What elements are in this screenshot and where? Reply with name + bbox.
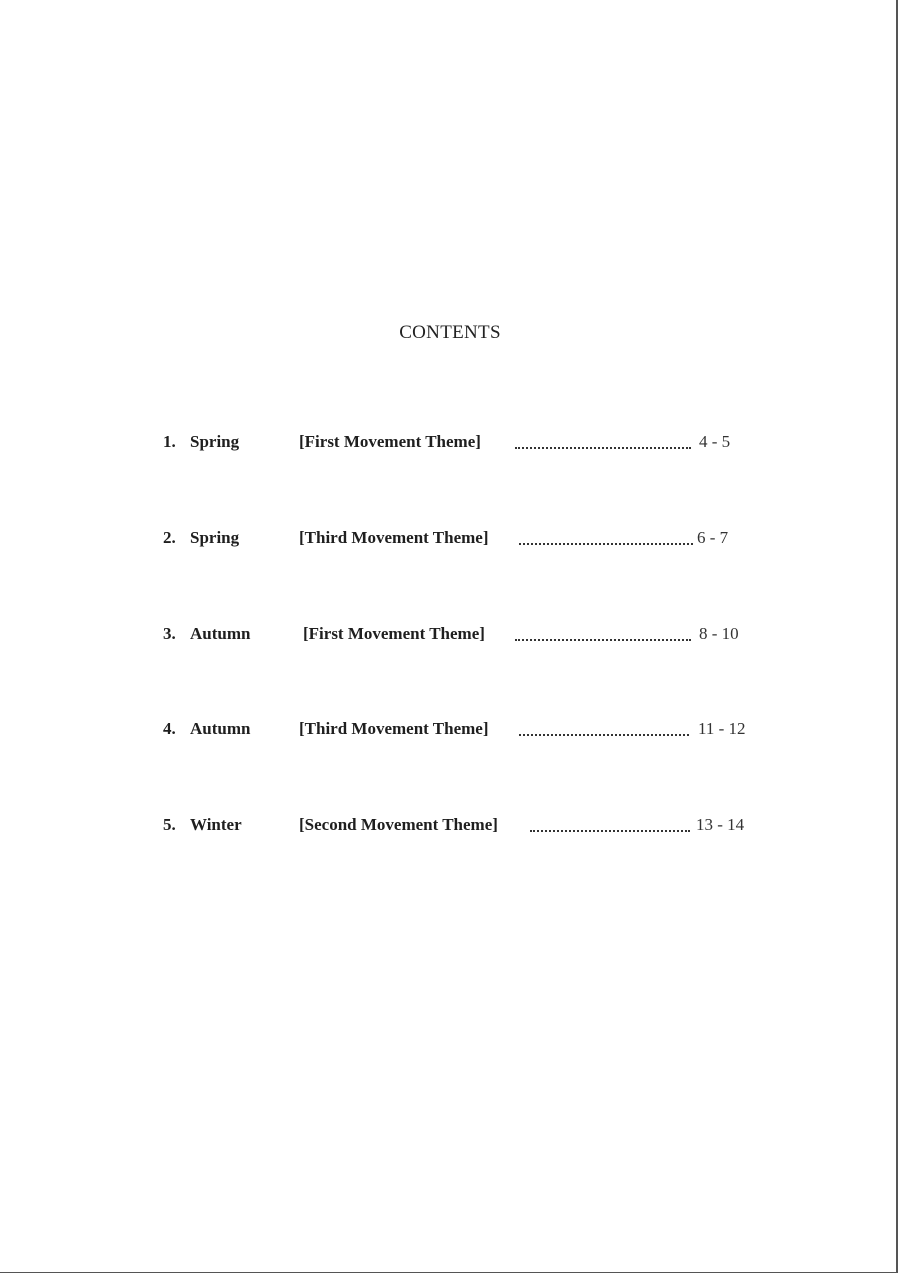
entry-number: 4. <box>163 719 176 738</box>
dot-leader <box>515 447 691 449</box>
entry-season: Winter <box>190 815 242 834</box>
entry-theme: [First Movement Theme] <box>303 624 485 643</box>
entry-number: 1. <box>163 432 176 451</box>
dot-leader <box>530 830 690 832</box>
entry-pages: 6 - 7 <box>697 528 729 547</box>
entry-season: Spring <box>190 432 240 451</box>
entry-number: 2. <box>163 528 176 547</box>
entry-number: 3. <box>163 624 176 643</box>
page-title: CONTENTS <box>399 322 501 343</box>
toc-entry <box>163 624 753 648</box>
dot-leader <box>519 734 689 736</box>
entry-pages: 4 - 5 <box>699 432 731 451</box>
entry-theme: [First Movement Theme] <box>299 432 481 451</box>
toc-entry <box>163 815 763 839</box>
entry-theme: [Third Movement Theme] <box>299 719 489 738</box>
dot-leader <box>519 543 693 545</box>
entry-pages: 13 - 14 <box>696 815 745 834</box>
toc-entry <box>163 719 763 743</box>
entry-season: Spring <box>190 528 240 547</box>
entry-theme: [Second Movement Theme] <box>299 815 498 834</box>
dot-leader <box>515 639 691 641</box>
toc-entry <box>163 528 743 552</box>
entry-season: Autumn <box>190 719 251 738</box>
entry-season: Autumn <box>190 624 251 643</box>
toc-entry <box>163 432 743 456</box>
entry-number: 5. <box>163 815 176 834</box>
entry-pages: 8 - 10 <box>699 624 739 643</box>
entry-pages: 11 - 12 <box>698 719 746 738</box>
entry-theme: [Third Movement Theme] <box>299 528 489 547</box>
